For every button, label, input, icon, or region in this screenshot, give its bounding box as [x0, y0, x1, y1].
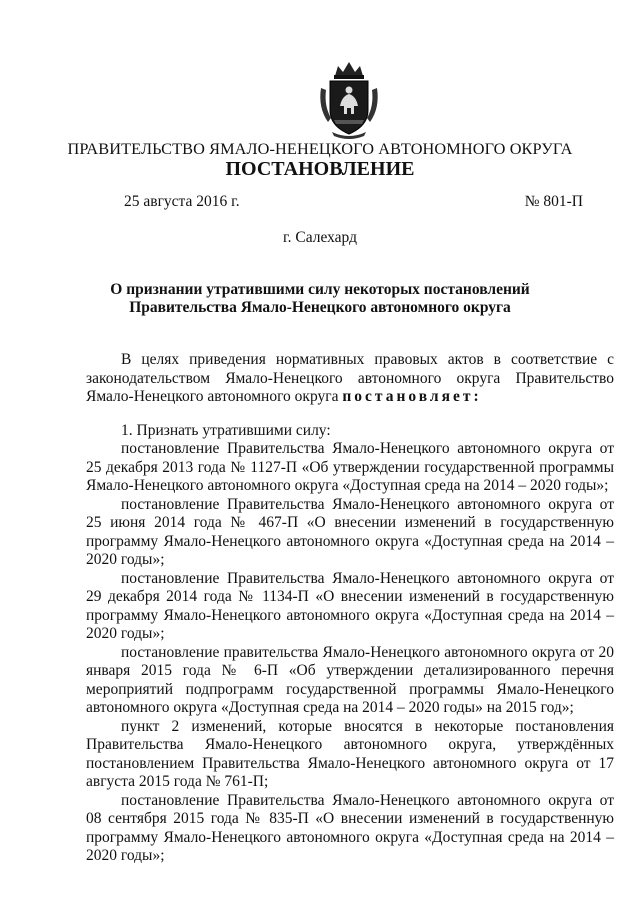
- list-item: постановление правительства Ямало-Ненецкого автономного округа от 20 января 2015 года № 6-П «Об утверждении детализированного перечня мероприятий подпрограмм государственной программы Ямало-Ненецкого автономного округа «Доступная среда на 2014 – 2020 годы» на 2015 год»;: [86, 643, 614, 716]
- title-line-1: О признании утратившими силу некоторых постановлений: [110, 281, 530, 298]
- document-number: № 801-П: [524, 193, 583, 210]
- list-item: постановление Правительства Ямало-Ненецкого автономного округа от 25 июня 2014 года № 467-П «О внесении изменений в государственную программу Ямало-Ненецкого автономного округа «Доступная среда на 2014 – 2020 годы»;: [86, 495, 614, 568]
- list-item: постановление Правительства Ямало-Ненецкого автономного округа от 25 декабря 2013 года № 1127-П «Об утверждении государственной программы Ямало-Ненецкого автономного округа «Доступная среда на 2014 – 2020 годы»;: [86, 440, 614, 494]
- preamble-emphasis: постановляет:: [342, 388, 482, 405]
- preamble-text: В целях приведения нормативных правовых актов в соответствие с законодательством Ямало-Ненецкого автономного округа Правительство Ямало-Ненецкого автономного округа: [86, 351, 614, 405]
- list-item: постановление Правительства Ямало-Ненецкого автономного округа от 08 сентября 2015 года № 835-П «О внесении изменений в государственную программу Ямало-Ненецкого автономного округа «Доступная среда на 2014 – 2020 годы»;: [86, 791, 614, 864]
- document-date: 25 августа 2016 г.: [124, 193, 240, 210]
- document-city: г. Салехард: [283, 229, 357, 246]
- list-item: постановление Правительства Ямало-Ненецкого автономного округа от 29 декабря 2014 года № 1134-П «О внесении изменений в государственную программу Ямало-Ненецкого автономного округа «Доступная среда на 2014 – 2020 годы»;: [86, 569, 614, 642]
- item-1-heading: 1. Признать утратившими силу:: [121, 421, 331, 439]
- document-body: [86, 351, 614, 866]
- title-line-2: Правительства Ямало-Ненецкого автономного округа: [129, 299, 511, 316]
- document-type: ПОСТАНОВЛЕНИЕ: [225, 158, 415, 180]
- government-name: ПРАВИТЕЛЬСТВО ЯМАЛО-НЕНЕЦКОГО АВТОНОМНОГО ОКРУГА: [67, 139, 573, 158]
- document-title: [80, 281, 560, 317]
- coat-of-arms-emblem: [318, 60, 380, 140]
- list-item: пункт 2 изменений, которые вносятся в некоторые постановления Правительства Ямало-Ненецкого автономного округа, утверждённых постановлением Правительства Ямало-Ненецкого автономного округа от 17 августа 2015 года № 761-П;: [86, 717, 614, 790]
- preamble-paragraph: [86, 351, 614, 407]
